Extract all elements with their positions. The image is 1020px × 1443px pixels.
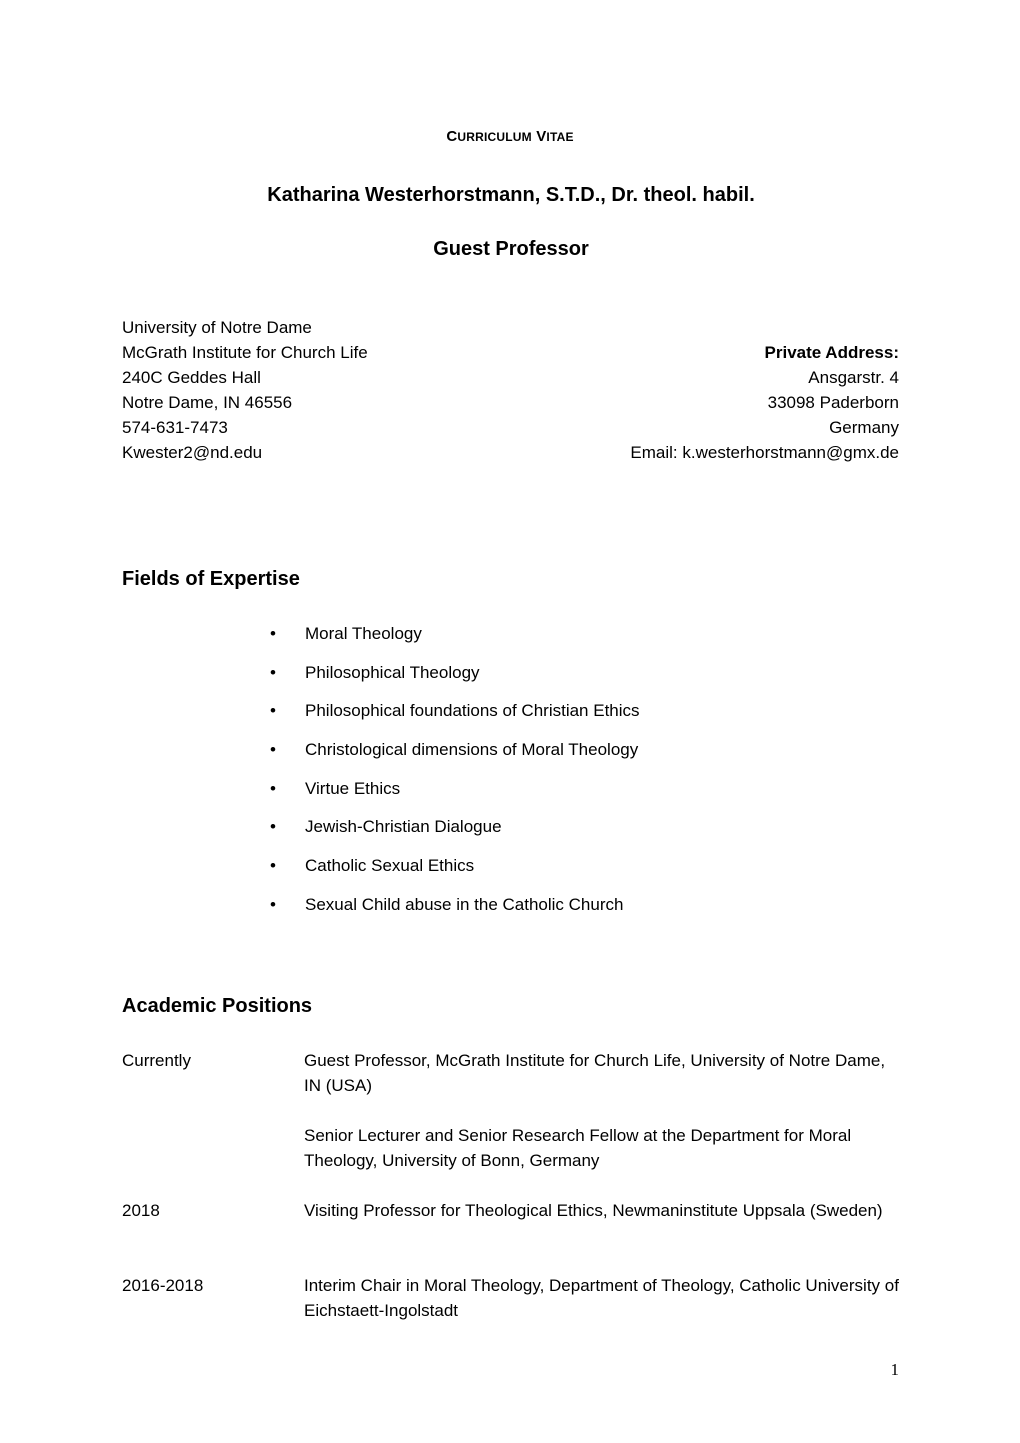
- bullet-icon: •: [270, 740, 276, 760]
- list-item: [270, 622, 640, 661]
- position-description: Guest Professor, McGrath Institute for Church Life, University of Notre Dame, IN (USA): [304, 1051, 886, 1095]
- list-item: [270, 738, 640, 777]
- private-address-line: Ansgarstr. 4: [808, 368, 899, 387]
- list-item-text: Sexual Child abuse in the Catholic Church: [305, 894, 624, 914]
- bullet-icon: •: [270, 701, 276, 721]
- doc-label-initial-2: V: [536, 128, 547, 145]
- list-item: [270, 854, 640, 893]
- position-description: Senior Lecturer and Senior Research Fellow at the Department for Moral Theology, University of Bonn, Germany: [304, 1126, 852, 1170]
- list-item-text: Philosophical Theology: [305, 662, 480, 682]
- list-item: [270, 661, 640, 700]
- list-item-text: Virtue Ethics: [305, 778, 401, 798]
- list-item: [270, 893, 640, 932]
- private-email-link[interactable]: Email: k.westerhorstmann@gmx.de: [630, 443, 899, 462]
- list-item-text: Christological dimensions of Moral Theology: [305, 740, 639, 760]
- position-description: Interim Chair in Moral Theology, Department of Theology, Catholic University of Eichstaett-Ingolstadt: [304, 1276, 899, 1320]
- position-date: 2016-2018: [122, 1276, 204, 1295]
- list-item-text: Jewish-Christian Dialogue: [305, 817, 502, 837]
- work-email-link[interactable]: Kwester2@nd.edu: [122, 443, 263, 462]
- section-heading-expertise: Fields of Expertise: [122, 568, 300, 590]
- private-address-line: Germany: [829, 418, 899, 437]
- page-number: 1: [890, 1360, 899, 1379]
- private-address-heading: Private Address:: [764, 343, 899, 362]
- bullet-icon: •: [270, 778, 276, 798]
- list-item: [270, 777, 640, 816]
- list-item: [270, 699, 640, 738]
- bullet-icon: •: [270, 624, 276, 643]
- doc-label-initial-1: C: [446, 128, 458, 145]
- bullet-icon: •: [270, 856, 276, 876]
- person-name: Katharina Westerhorstmann, S.T.D., Dr. theol. habil.: [267, 184, 755, 206]
- position-date: Currently: [122, 1051, 191, 1070]
- work-address-line: 240C Geddes Hall: [122, 368, 261, 387]
- bullet-icon: •: [270, 817, 276, 837]
- list-item: [270, 815, 640, 854]
- person-role: Guest Professor: [433, 238, 589, 260]
- work-phone: 574-631-7473: [122, 418, 228, 437]
- position-date: 2018: [122, 1201, 160, 1220]
- position-description: Visiting Professor for Theological Ethics, Newmaninstitute Uppsala (Sweden): [304, 1201, 883, 1220]
- bullet-icon: •: [270, 662, 276, 682]
- work-address-line: University of Notre Dame: [122, 318, 312, 337]
- bullet-icon: •: [270, 894, 276, 914]
- list-item-text: Catholic Sexual Ethics: [305, 856, 475, 876]
- document-label: [0, 128, 1020, 145]
- section-heading-academic-positions: Academic Positions: [122, 995, 313, 1017]
- work-address-line: Notre Dame, IN 46556: [122, 393, 293, 412]
- list-item-text: Moral Theology: [305, 624, 422, 643]
- expertise-list: [270, 622, 640, 932]
- doc-label-word-1: URRICULUM: [457, 130, 532, 144]
- list-item-text: Philosophical foundations of Christian Ethics: [305, 701, 640, 721]
- doc-label-word-2: ITAE: [546, 130, 574, 144]
- work-address-line: McGrath Institute for Church Life: [122, 343, 368, 362]
- private-address-line: 33098 Paderborn: [767, 393, 899, 412]
